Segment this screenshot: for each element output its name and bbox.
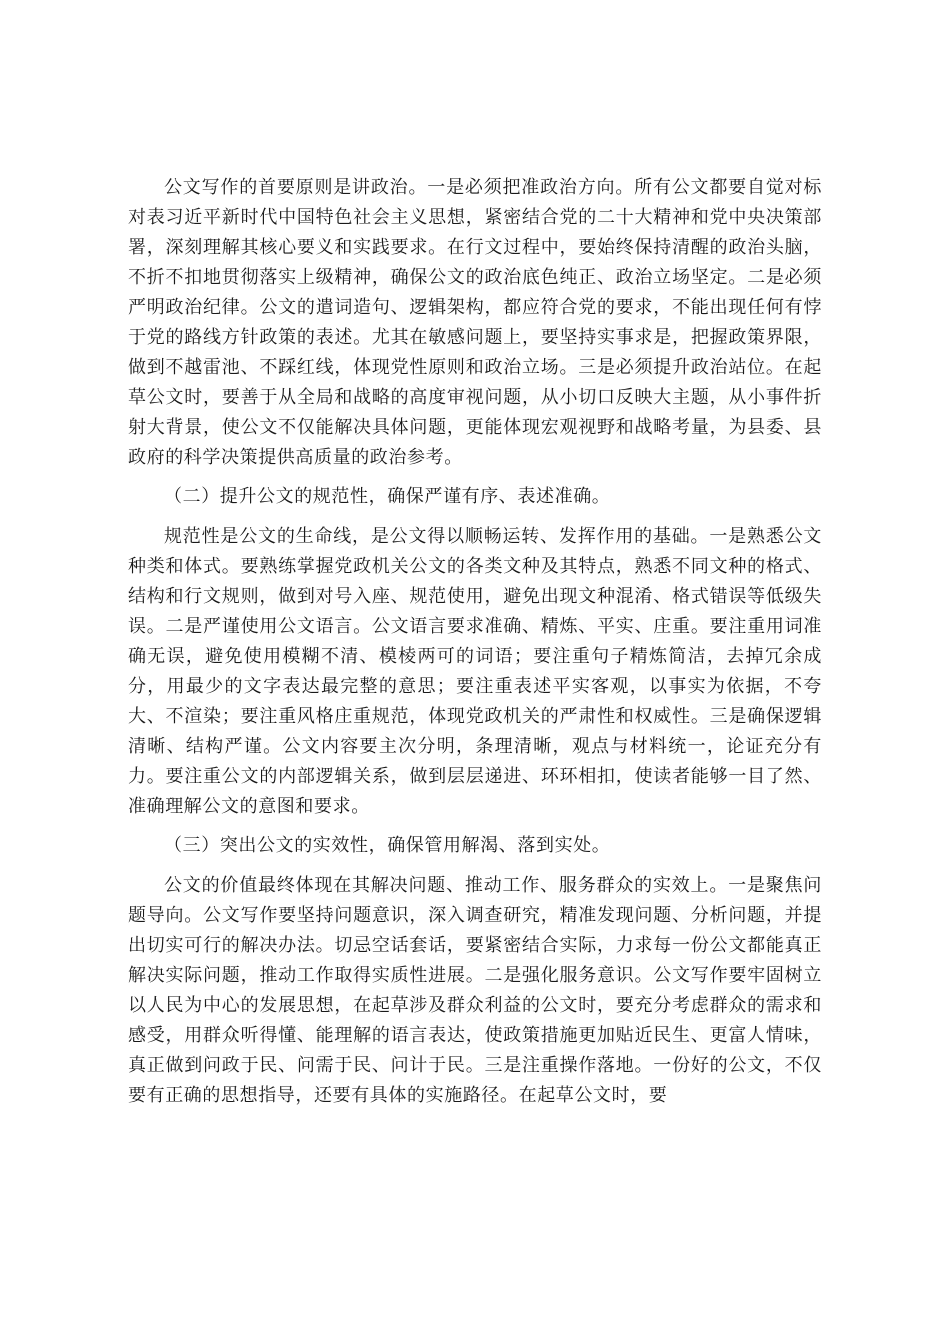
paragraph-effectiveness: 公文的价值最终体现在其解决问题、推动工作、服务群众的实效上。一是聚焦问题导向。公文写作要坚持问题意识，深入调查研究，精准发现问题、分析问题，并提出切实可行的解决办法。切忌空话套话，要紧密结合实际，力求每一份公文都能真正解决实际问题，推动工作取得实质性进展。二是强化服务意识。公文写作要牢固树立以人民为中心的发展思想，在起草涉及群众利益的公文时，要充分考虑群众的需求和感受，用群众听得懂、能理解的语言表达，使政策措施更加贴近民生、更富人情味，真正做到问政于民、问需于民、问计于民。三是注重操作落地。一份好的公文，不仅要有正确的思想指导，还要有具体的实施路径。在起草公文时，要 [128, 875, 822, 1106]
paragraph-spacer [128, 473, 822, 482]
paragraph-spacer [128, 822, 822, 831]
document-body [128, 173, 822, 1111]
section-heading-effectiveness: （三）突出公文的实效性，确保管用解渴、落到实处。 [164, 835, 611, 856]
paragraph-spacer [128, 512, 822, 522]
section-heading-normativity: （二）提升公文的规范性，确保严谨有序、表述准确。 [164, 486, 611, 507]
paragraph-political-principle: 公文写作的首要原则是讲政治。一是必须把准政治方向。所有公文都要自觉对标对表习近平新时代中国特色社会主义思想，紧密结合党的二十大精神和党中央决策部署，深刻理解其核心要义和实践要求。在行文过程中，要始终保持清醒的政治头脑，不折不扣地贯彻落实上级精神，确保公文的政治底色纯正、政治立场坚定。二是必须严明政治纪律。公文的遣词造句、逻辑架构，都应符合党的要求，不能出现任何有悖于党的路线方针政策的表述。尤其在敏感问题上，要坚持实事求是，把握政策界限，做到不越雷池、不踩红线，体现党性原则和政治立场。三是必须提升政治站位。在起草公文时，要善于从全局和战略的高度审视问题，从小切口反映大主题，从小事件折射大背景，使公文不仅能解决具体问题，更能体现宏观视野和战略考量，为县委、县政府的科学决策提供高质量的政治参考。 [128, 177, 822, 468]
paragraph-spacer [128, 861, 822, 871]
paragraph-normativity: 规范性是公文的生命线，是公文得以顺畅运转、发挥作用的基础。一是熟悉公文种类和体式。要熟练掌握党政机关公文的各类文种及其特点，熟悉不同文种的格式、结构和行文规则，做到对号入座、规范使用，避免出现文种混淆、格式错误等低级失误。二是严谨使用公文语言。公文语言要求准确、精炼、平实、庄重。要注重用词准确无误，避免使用模糊不清、模棱两可的词语；要注重句子精炼简洁，去掉冗余成分，用最少的文字表达最完整的意思；要注重表述平实客观，以事实为依据，不夸大、不渲染；要注重风格庄重规范，体现党政机关的严肃性和权威性。三是确保逻辑清晰、结构严谨。公文内容要主次分明，条理清晰，观点与材料统一，论证充分有力。要注重公文的内部逻辑关系，做到层层递进、环环相扣，使读者能够一目了然、准确理解公文的意图和要求。 [128, 526, 822, 817]
